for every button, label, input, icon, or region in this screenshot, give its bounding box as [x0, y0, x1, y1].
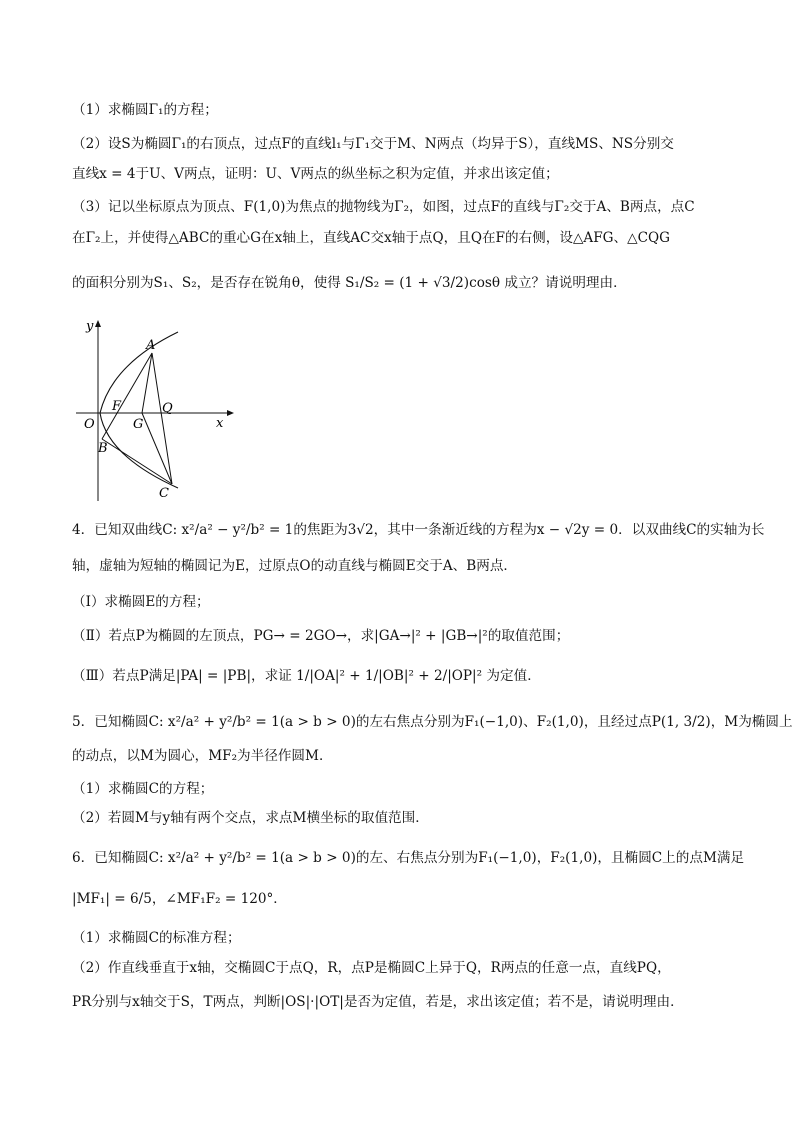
p4-stem-line2: 轴，虚轴为短轴的椭圆记为E，过原点O的动直线与椭圆E交于A、B两点． [72, 558, 518, 574]
p4-q2: （Ⅱ）若点P为椭圆的左顶点，PG→ = 2GO→，求|GA→|² + |GB→|²的取值范围； [72, 628, 570, 644]
x-axis-arrow [227, 410, 234, 416]
label-y: y [86, 319, 94, 334]
label-C: C [159, 486, 169, 501]
p6-q1: （1）求椭圆C的标准方程； [72, 930, 241, 946]
p3-q2-line2: 直线x = 4于U、V两点，证明：U、V两点的纵坐标之积为定值，并求出该定值； [72, 166, 559, 182]
p3-q3-line2: 在Γ₂上，并使得△ABC的重心G在x轴上，直线AC交x轴于点Q，且Q在F的右侧，设△AFG、△CQG [72, 230, 670, 246]
label-x: x [216, 416, 224, 431]
p4-q1: （Ⅰ）求椭圆E的方程； [72, 594, 210, 610]
p4-q3: （Ⅲ）若点P满足|PA| = |PB|，求证 1/|OA|² + 1/|OB|² + 2/|OP|² 为定值． [72, 668, 541, 684]
parabola-figure [60, 316, 240, 508]
p6-q2-line2: PR分别与x轴交于S，T两点，判断|OS|·|OT|是否为定值，若是，求出该定值；若不是，请说明理由． [72, 994, 684, 1010]
label-B: B [98, 441, 108, 456]
p5-q2: （2）若圆M与y轴有两个交点，求点M横坐标的取值范围． [72, 810, 429, 826]
p6-q2-line1: （2）作直线垂直于x轴，交椭圆C于点Q，R，点P是椭圆C上异于Q，R两点的任意一点，直线PQ， [72, 960, 671, 976]
label-O: O [84, 417, 95, 432]
p6-stem-line1: 6．已知椭圆C: x²/a² + y²/b² = 1(a > b > 0)的左、右焦点分别为F₁(−1,0)，F₂(1,0)，且椭圆C上的点M满足 [72, 850, 745, 866]
p3-q3-line1: （3）记以坐标原点为顶点、F(1,0)为焦点的抛物线为Γ₂，如图，过点F的直线与Γ₂交于A、B两点，点C [72, 199, 695, 215]
p3-q1: （1）求椭圆Γ₁的方程； [72, 102, 218, 118]
y-axis-arrow [95, 320, 101, 327]
line-GC [142, 413, 172, 484]
p6-stem-line2: |MF₁| = 6/5，∠MF₁F₂ = 120°． [72, 891, 287, 907]
p5-q1: （1）求椭圆C的方程； [72, 781, 214, 797]
p4-stem-line1: 4．已知双曲线C: x²/a² − y²/b² = 1的焦距为3√2，其中一条渐近线的方程为x − √2y = 0．以双曲线C的实轴为长 [72, 522, 765, 538]
p3-q2-line1: （2）设S为椭圆Γ₁的右顶点，过点F的直线l₁与Γ₁交于M、N两点（均异于S），直线MS、NS分别交 [72, 136, 674, 152]
label-A: A [146, 338, 156, 353]
p5-stem-line1: 5．已知椭圆C: x²/a² + y²/b² = 1(a > b > 0)的左右焦点分别为F₁(−1,0)、F₂(1,0)，且经过点P(1, 3/2)，M为椭圆上 [72, 714, 793, 730]
line-BC [102, 439, 172, 484]
label-F: F [112, 399, 122, 414]
p3-q3-line3: 的面积分别为S₁、S₂，是否存在锐角θ，使得 S₁/S₂ = (1 + √3/2)cosθ 成立？请说明理由． [72, 275, 627, 291]
label-Q: Q [162, 401, 173, 416]
line-AC [152, 353, 172, 484]
p5-stem-line2: 的动点，以M为圆心，MF₂为半径作圆M． [72, 748, 333, 764]
label-G: G [133, 417, 144, 432]
